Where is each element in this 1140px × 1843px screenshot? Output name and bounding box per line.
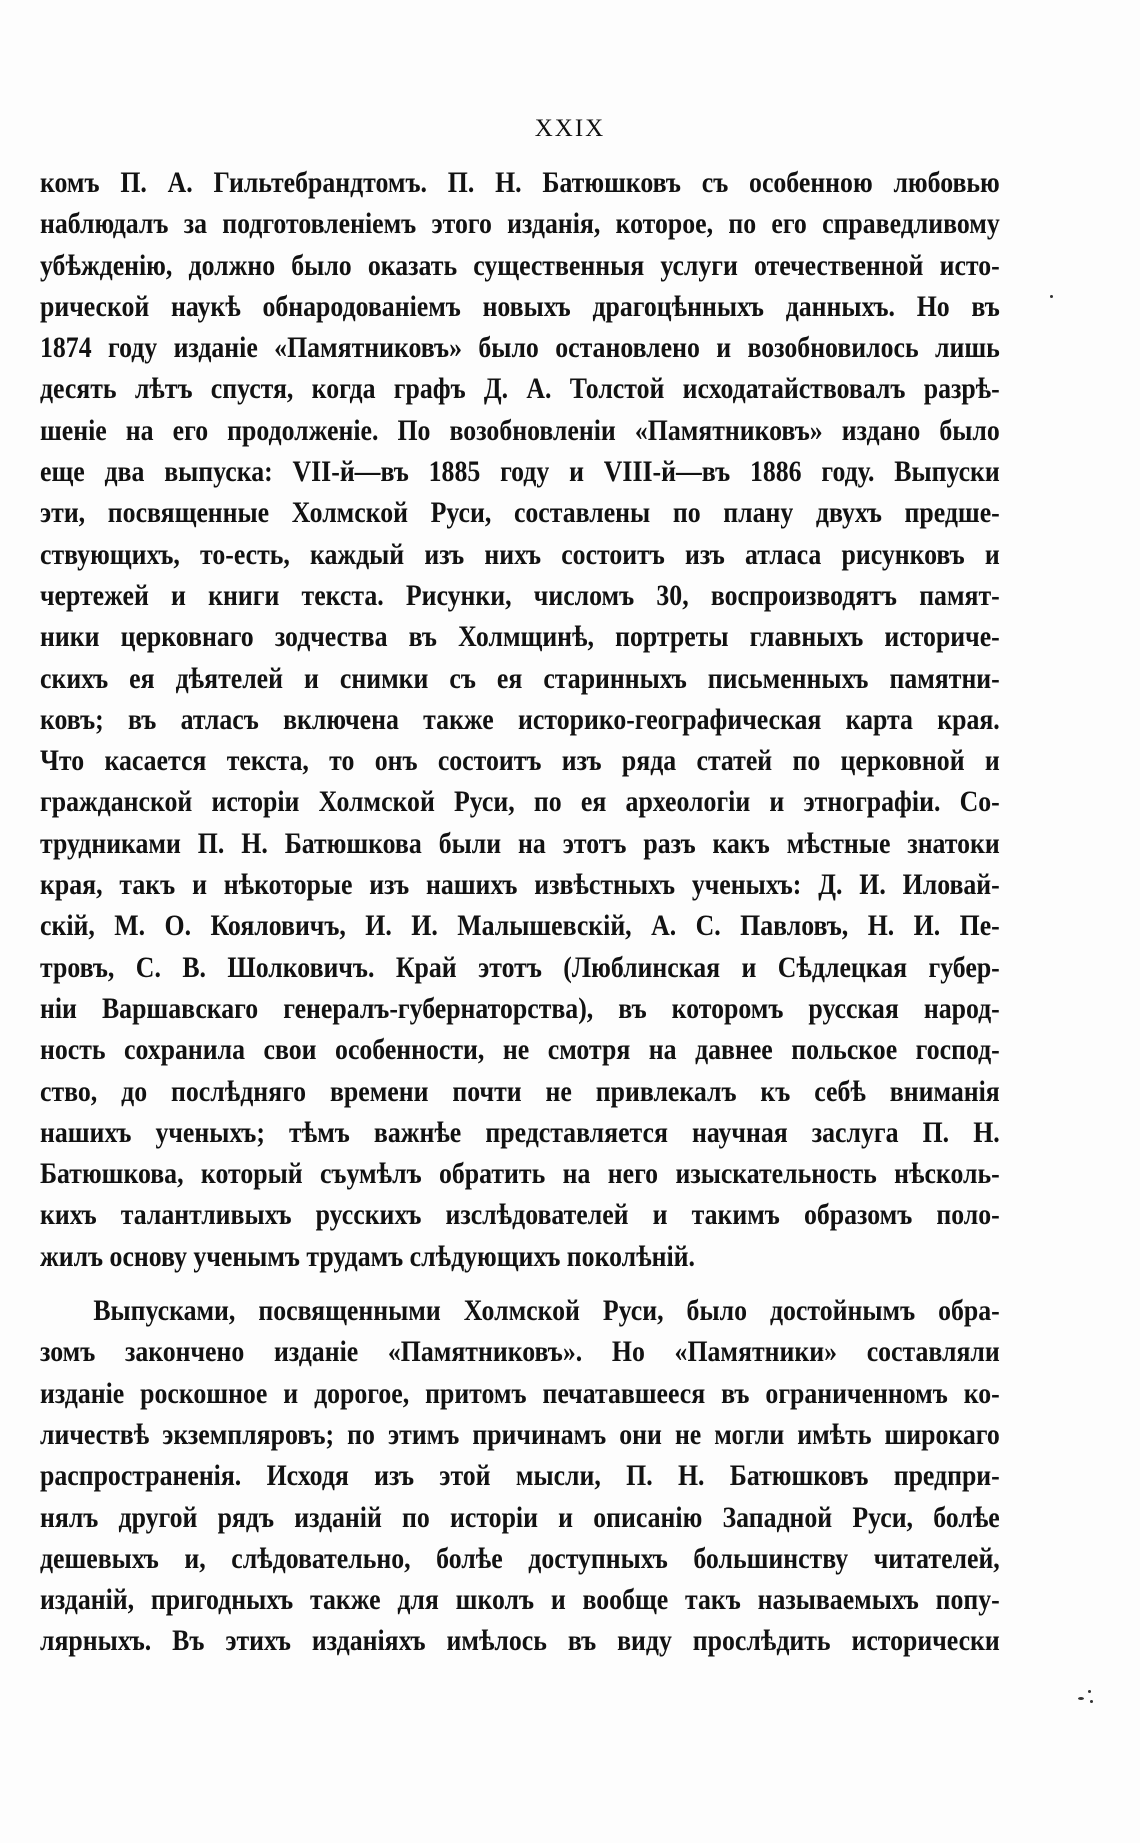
text-line: личествѣ экземпляровъ; по этимъ причинамъ они не могли имѣть широкаго <box>40 1417 1000 1451</box>
text-line: скій, М. О. Кояловичъ, И. И. Малышевскій, А. С. Павловъ, Н. И. Пе- <box>40 909 1000 943</box>
body-text <box>40 162 1000 1662</box>
text-line: 1874 году изданіе «Памятниковъ» было остановлено и возобновилось лишь <box>40 331 1000 365</box>
text-line: гражданской исторіи Холмской Руси, по ея археологіи и этнографіи. Со- <box>40 785 1000 819</box>
text-line: эти, посвященные Холмской Руси, составлены по плану двухъ предше- <box>40 496 1000 530</box>
text-line: ники церковнаго зодчества въ Холмщинѣ, портреты главныхъ историче- <box>40 620 1000 654</box>
scan-speck <box>1078 1697 1084 1700</box>
text-line: комъ П. А. Гильтебрандтомъ. П. Н. Батюшковъ съ особенною любовью <box>40 166 1000 199</box>
paragraph-1 <box>40 162 1000 1277</box>
text-line: Выпусками, посвященными Холмской Руси, было достойнымъ обра- <box>93 1294 1000 1328</box>
text-line: зомъ закончено изданіе «Памятниковъ». Но «Памятники» составляли <box>40 1335 1000 1369</box>
text-line: тровъ, С. В. Шолковичъ. Край этотъ (Люблинская и Сѣдлецкая губер- <box>40 950 1000 984</box>
page-number: XXIX <box>534 115 606 142</box>
text-line: изданіе роскошное и дорогое, притомъ печатавшееся въ ограниченномъ ко- <box>40 1376 1000 1410</box>
text-line: ствующихъ, то-есть, каждый изъ нихъ состоитъ изъ атласа рисунковъ и <box>40 537 1000 571</box>
text-line: Батюшкова, который съумѣлъ обратить на него изыскательность нѣсколь- <box>40 1157 1000 1191</box>
text-line: жилъ основу ученымъ трудамъ слѣдующихъ поколѣній. <box>40 1239 695 1273</box>
text-line: трудниками П. Н. Батюшкова были на этотъ разъ какъ мѣстные знатоки <box>40 826 1000 860</box>
text-line: скихъ ея дѣятелей и снимки съ ея старинныхъ письменныхъ памятни- <box>40 661 1000 695</box>
text-line: края, такъ и нѣкоторые изъ нашихъ извѣстныхъ ученыхъ: Д. И. Иловай- <box>40 868 1000 902</box>
text-line: ковъ; въ атласъ включена также историко-географическая карта края. <box>40 702 1000 736</box>
text-line: шеніе на его продолженіе. По возобновленіи «Памятниковъ» издано было <box>40 413 1000 447</box>
scan-speck <box>1088 1690 1091 1693</box>
text-line: наблюдалъ за подготовленіемъ этого изданія, которое, по его справедливому <box>40 207 1000 241</box>
text-line: ніи Варшавскаго генералъ-губернаторства), въ которомъ русская народ- <box>40 991 1000 1025</box>
text-line: дешевыхъ и, слѣдовательно, болѣе доступныхъ большинству читателей, <box>40 1541 1000 1575</box>
text-line: Что касается текста, то онъ состоитъ изъ ряда статей по церковной и <box>40 744 1000 778</box>
text-line: убѣжденію, должно было оказать существенныя услуги отечественной исто- <box>40 248 1000 282</box>
paragraph-2 <box>40 1290 1000 1662</box>
text-line: кихъ талантливыхъ русскихъ изслѣдователей и такимъ образомъ поло- <box>40 1198 1000 1232</box>
text-line: ство, до послѣдняго времени почти не привлекалъ къ себѣ вниманія <box>40 1074 1000 1108</box>
text-line: распространенія. Исходя изъ этой мысли, П. Н. Батюшковъ предпри- <box>40 1459 1000 1493</box>
text-line: изданій, пригодныхъ также для школъ и вообще такъ называемыхъ попу- <box>40 1583 1000 1617</box>
text-line: лярныхъ. Въ этихъ изданіяхъ имѣлось въ виду прослѣдить исторически <box>40 1624 1000 1658</box>
scan-speck <box>1090 1700 1093 1703</box>
text-line: нялъ другой рядъ изданій по исторіи и описанію Западной Руси, болѣе <box>40 1500 1000 1534</box>
text-line: десять лѣтъ спустя, когда графъ Д. А. Толстой исходатайствовалъ разрѣ- <box>40 372 1000 406</box>
text-line: ность сохранила свои особенности, не смотря на давнее польское господ- <box>40 1033 1000 1067</box>
text-line: чертежей и книги текста. Рисунки, числомъ 30, воспроизводятъ памят- <box>40 578 1000 612</box>
text-line: рической наукѣ обнародованіемъ новыхъ драгоцѣнныхъ данныхъ. Но въ <box>40 289 1000 323</box>
text-line: еще два выпуска: VII-й—въ 1885 году и VIII-й—въ 1886 году. Выпуски <box>40 455 1000 489</box>
text-line: нашихъ ученыхъ; тѣмъ важнѣе представляется научная заслуга П. Н. <box>40 1115 1000 1149</box>
scan-speck <box>1050 295 1053 298</box>
